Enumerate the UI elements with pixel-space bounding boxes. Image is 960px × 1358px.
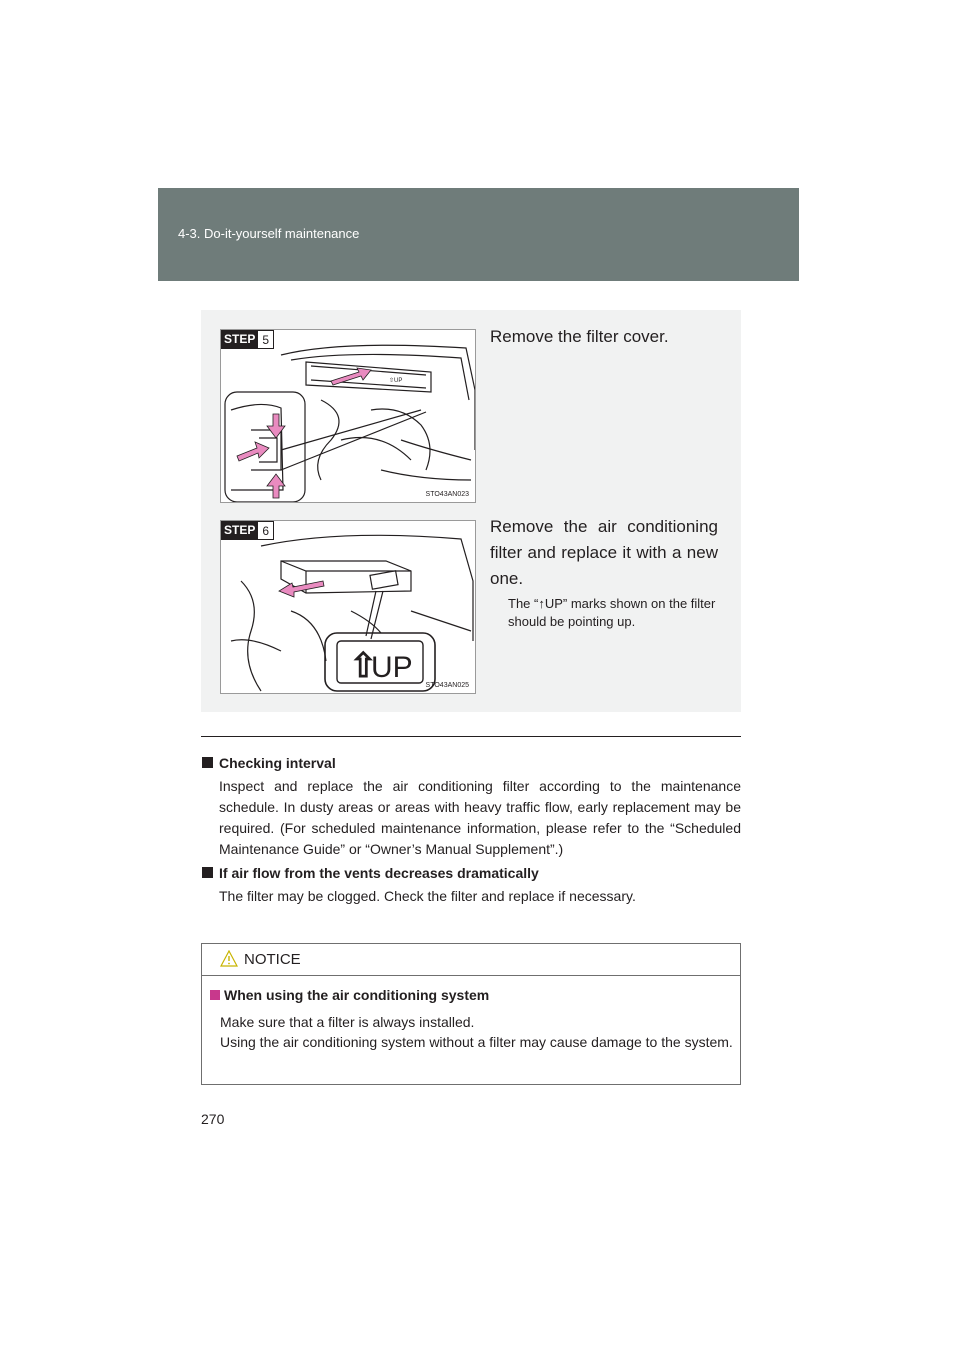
section-title: 4-3. Do-it-yourself maintenance	[178, 226, 360, 241]
section-divider	[201, 736, 741, 737]
step-5-badge: STEP 5	[221, 330, 274, 349]
up-mark-label: UP	[371, 651, 413, 684]
info-body: The filter may be clogged. Check the filter and replace if necessary.	[219, 888, 636, 904]
svg-text:⇧: ⇧	[349, 647, 378, 685]
step-5-instruction: Remove the filter cover.	[490, 327, 669, 346]
bullet-square-icon	[202, 757, 213, 768]
step-5-illustration	[220, 329, 476, 503]
notice-box	[201, 943, 741, 1085]
info-title: Checking interval	[201, 754, 741, 772]
steps-panel	[201, 310, 741, 712]
info-body: Inspect and replace the air conditioning filter according to the maintenance schedule. In dusty areas or areas with heavy traffic flow, early replacement may be required. (For scheduled maintenance information, please refer to the “Scheduled Maintenance Guide” or “Owner’s Manual Supplement”.)	[219, 778, 741, 857]
notice-marker-icon	[210, 990, 220, 1000]
notice-header	[202, 944, 740, 976]
section-header	[158, 188, 799, 281]
info-air-flow	[201, 864, 741, 907]
step-5-image-code: STO43AN023	[425, 491, 469, 498]
info-title: If air flow from the vents decreases dramatically	[201, 864, 741, 882]
svg-text:⇧UP: ⇧UP	[389, 378, 403, 384]
step-6-note: The “↑UP” marks shown on the filter should be pointing up.	[508, 596, 716, 629]
info-checking-interval	[201, 754, 741, 860]
filter-replace-drawing	[221, 521, 476, 694]
page-number: 270	[201, 1111, 225, 1127]
notice-label: NOTICE	[244, 951, 301, 968]
notice-body: Make sure that a filter is always installed. Using the air conditioning system without a filter may cause damage to the system.	[220, 1014, 733, 1050]
step-6-illustration	[220, 520, 476, 694]
notice-title: When using the air conditioning system	[210, 987, 489, 1003]
step-6-instruction: Remove the air conditioning filter and replace it with a new one.	[490, 517, 718, 588]
bullet-square-icon	[202, 867, 213, 878]
step-6-badge: STEP 6	[221, 521, 274, 540]
filter-cover-drawing	[221, 330, 476, 503]
warning-triangle-icon	[220, 950, 238, 967]
step-6-image-code: STO43AN025	[425, 682, 469, 689]
